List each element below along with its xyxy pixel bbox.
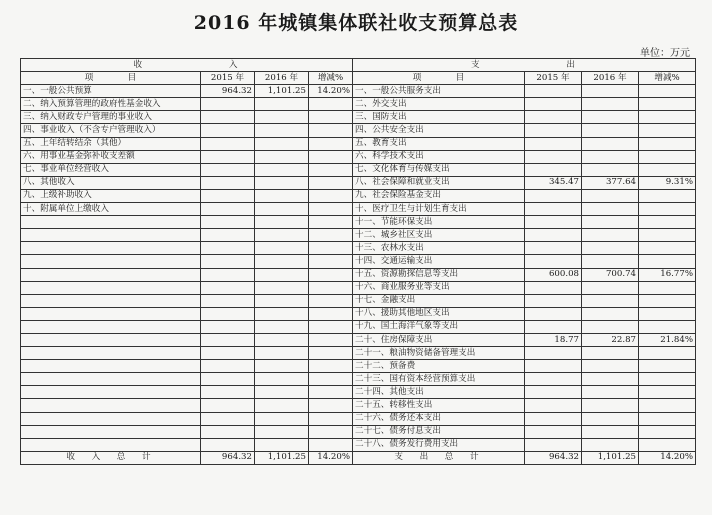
expense-2015-cell xyxy=(525,294,582,307)
expense-2016-cell xyxy=(582,255,639,268)
expense-2015-cell xyxy=(525,150,582,163)
expense-item-cell: 十一、节能环保支出 xyxy=(353,216,525,229)
income-2015-cell xyxy=(201,294,255,307)
income-growth-cell xyxy=(309,294,353,307)
income-growth-cell xyxy=(309,373,353,386)
expense-item-cell: 十三、农林水支出 xyxy=(353,242,525,255)
expense-2016-cell xyxy=(582,399,639,412)
income-2015-cell xyxy=(201,281,255,294)
income-growth-cell xyxy=(309,333,353,346)
expense-2016-cell xyxy=(582,386,639,399)
expense-2016-cell xyxy=(582,85,639,98)
income-2016-cell xyxy=(255,189,309,202)
expense-2016-cell xyxy=(582,294,639,307)
table-row xyxy=(21,242,696,255)
income-growth-cell xyxy=(309,242,353,255)
income-growth-cell xyxy=(309,425,353,438)
income-2015-cell xyxy=(201,203,255,216)
income-2015-cell xyxy=(201,163,255,176)
expense-2015-cell: 600.08 xyxy=(525,268,582,281)
column-header-row xyxy=(21,72,696,85)
income-2015-cell: 964.32 xyxy=(201,85,255,98)
income-item-cell xyxy=(21,386,201,399)
income-2016-cell xyxy=(255,373,309,386)
income-2015-cell xyxy=(201,386,255,399)
expense-growth-cell xyxy=(639,438,696,451)
expense-growth-header: 增减% xyxy=(639,72,696,85)
expense-2016-cell xyxy=(582,360,639,373)
income-growth-cell xyxy=(309,386,353,399)
expense-section-header: 支 出 xyxy=(353,59,696,72)
income-growth-cell xyxy=(309,268,353,281)
income-growth-header: 增减% xyxy=(309,72,353,85)
expense-item-cell: 二十五、转移性支出 xyxy=(353,399,525,412)
expense-item-cell: 十六、商业服务业等支出 xyxy=(353,281,525,294)
expense-item-cell: 二、外交支出 xyxy=(353,98,525,111)
table-row xyxy=(21,360,696,373)
table-row xyxy=(21,85,696,98)
expense-2016-cell xyxy=(582,216,639,229)
income-2015-cell xyxy=(201,242,255,255)
income-growth-cell xyxy=(309,281,353,294)
income-growth-cell xyxy=(309,163,353,176)
income-2016-cell xyxy=(255,438,309,451)
income-2016-cell xyxy=(255,347,309,360)
expense-item-cell: 二十一、粮油物资储备管理支出 xyxy=(353,347,525,360)
expense-2015-cell xyxy=(525,425,582,438)
expense-2016-cell xyxy=(582,150,639,163)
expense-2015-cell xyxy=(525,163,582,176)
expense-2016-cell xyxy=(582,347,639,360)
table-row xyxy=(21,163,696,176)
expense-2015-cell xyxy=(525,255,582,268)
expense-item-cell: 十五、资源勘探信息等支出 xyxy=(353,268,525,281)
table-row xyxy=(21,399,696,412)
expense-2015-cell xyxy=(525,85,582,98)
income-growth-cell xyxy=(309,399,353,412)
expense-growth-cell: 21.84% xyxy=(639,333,696,346)
income-2015-cell xyxy=(201,373,255,386)
income-2016-cell xyxy=(255,360,309,373)
income-item-cell xyxy=(21,333,201,346)
table-row xyxy=(21,111,696,124)
expense-2016-cell xyxy=(582,281,639,294)
income-2016-cell xyxy=(255,425,309,438)
income-2015-cell xyxy=(201,255,255,268)
income-item-cell xyxy=(21,373,201,386)
expense-growth-cell xyxy=(639,255,696,268)
expense-item-cell: 二十二、预备费 xyxy=(353,360,525,373)
table-row xyxy=(21,255,696,268)
expense-total-2015: 964.32 xyxy=(525,451,582,464)
expense-2015-cell xyxy=(525,373,582,386)
income-item-cell xyxy=(21,399,201,412)
income-item-cell xyxy=(21,294,201,307)
expense-item-cell: 十四、交通运输支出 xyxy=(353,255,525,268)
expense-2015-cell xyxy=(525,412,582,425)
income-2016-cell xyxy=(255,216,309,229)
income-growth-cell xyxy=(309,255,353,268)
expense-growth-cell xyxy=(639,360,696,373)
income-2016-cell xyxy=(255,111,309,124)
income-growth-cell xyxy=(309,176,353,189)
income-2016-cell xyxy=(255,268,309,281)
expense-growth-cell xyxy=(639,98,696,111)
page-title: 2016 年城镇集体联社收支预算总表 xyxy=(193,12,519,34)
expense-growth-cell xyxy=(639,412,696,425)
income-item-cell: 三、纳入财政专户管理的事业收入 xyxy=(21,111,201,124)
income-item-cell: 五、上年结转结余（其他） xyxy=(21,137,201,150)
table-row xyxy=(21,98,696,111)
income-growth-cell xyxy=(309,137,353,150)
unit-label: 单位：万元 xyxy=(640,48,690,59)
income-growth-cell xyxy=(309,189,353,202)
expense-2016-cell xyxy=(582,163,639,176)
income-item-cell xyxy=(21,216,201,229)
income-2016-cell xyxy=(255,124,309,137)
income-item-cell: 二、纳入预算管理的政府性基金收入 xyxy=(21,98,201,111)
income-item-cell xyxy=(21,229,201,242)
income-item-cell xyxy=(21,320,201,333)
expense-2016-cell xyxy=(582,425,639,438)
expense-2016-cell xyxy=(582,438,639,451)
expense-2015-cell xyxy=(525,98,582,111)
expense-2016-cell xyxy=(582,111,639,124)
income-growth-cell xyxy=(309,150,353,163)
expense-2015-cell xyxy=(525,189,582,202)
income-2015-cell xyxy=(201,229,255,242)
income-2016-cell xyxy=(255,229,309,242)
income-2015-cell xyxy=(201,320,255,333)
income-item-cell: 一、一般公共预算 xyxy=(21,85,201,98)
expense-item-cell: 九、社会保险基金支出 xyxy=(353,189,525,202)
expense-2015-cell xyxy=(525,216,582,229)
expense-2015-cell xyxy=(525,281,582,294)
expense-2015-cell: 18.77 xyxy=(525,333,582,346)
income-item-cell xyxy=(21,412,201,425)
expense-total-2016: 1,101.25 xyxy=(582,451,639,464)
income-growth-cell: 14.20% xyxy=(309,85,353,98)
expense-2015-cell xyxy=(525,386,582,399)
expense-growth-cell xyxy=(639,386,696,399)
income-item-header: 项 目 xyxy=(21,72,201,85)
expense-growth-cell xyxy=(639,216,696,229)
expense-growth-cell xyxy=(639,137,696,150)
expense-item-cell: 一、一般公共服务支出 xyxy=(353,85,525,98)
expense-2015-cell xyxy=(525,229,582,242)
income-2015-cell xyxy=(201,150,255,163)
expense-growth-cell: 16.77% xyxy=(639,268,696,281)
expense-growth-cell xyxy=(639,124,696,137)
table-row xyxy=(21,425,696,438)
expense-growth-cell xyxy=(639,85,696,98)
table-row xyxy=(21,438,696,451)
income-2016-cell xyxy=(255,163,309,176)
expense-growth-cell xyxy=(639,307,696,320)
income-item-cell: 六、用事业基金弥补收支差额 xyxy=(21,150,201,163)
expense-item-cell: 六、科学技术支出 xyxy=(353,150,525,163)
income-growth-cell xyxy=(309,98,353,111)
expense-2016-cell: 22.87 xyxy=(582,333,639,346)
expense-2016-cell xyxy=(582,320,639,333)
income-2015-cell xyxy=(201,307,255,320)
expense-growth-cell xyxy=(639,189,696,202)
income-2015-cell xyxy=(201,438,255,451)
income-total-growth: 14.20% xyxy=(309,451,353,464)
income-growth-cell xyxy=(309,307,353,320)
table-row xyxy=(21,386,696,399)
income-item-cell xyxy=(21,268,201,281)
expense-item-cell: 十、医疗卫生与计划生育支出 xyxy=(353,203,525,216)
expense-item-cell: 十七、金融支出 xyxy=(353,294,525,307)
income-item-cell xyxy=(21,307,201,320)
income-section-header: 收 入 xyxy=(21,59,353,72)
expense-2015-cell xyxy=(525,111,582,124)
income-2015-cell xyxy=(201,124,255,137)
expense-2016-cell xyxy=(582,137,639,150)
expense-2015-cell: 345.47 xyxy=(525,176,582,189)
expense-growth-cell xyxy=(639,163,696,176)
table-row xyxy=(21,216,696,229)
income-2015-cell xyxy=(201,111,255,124)
expense-item-cell: 二十三、国有资本经营预算支出 xyxy=(353,373,525,386)
table-row xyxy=(21,268,696,281)
income-item-cell xyxy=(21,438,201,451)
budget-table xyxy=(20,58,696,465)
income-2016-cell xyxy=(255,176,309,189)
income-2015-cell xyxy=(201,399,255,412)
expense-item-cell: 二十八、债务发行费用支出 xyxy=(353,438,525,451)
expense-growth-cell xyxy=(639,229,696,242)
expense-2016-cell: 377.64 xyxy=(582,176,639,189)
income-total-label: 收 入 总 计 xyxy=(21,451,201,464)
income-item-cell xyxy=(21,425,201,438)
expense-2015-cell xyxy=(525,399,582,412)
table-row xyxy=(21,124,696,137)
expense-2016-cell xyxy=(582,412,639,425)
expense-item-header: 项 目 xyxy=(353,72,525,85)
income-item-cell: 七、事业单位经营收入 xyxy=(21,163,201,176)
income-2015-cell xyxy=(201,137,255,150)
expense-item-cell: 三、国防支出 xyxy=(353,111,525,124)
expense-2016-cell xyxy=(582,373,639,386)
income-growth-cell xyxy=(309,412,353,425)
income-2015-cell xyxy=(201,216,255,229)
income-item-cell xyxy=(21,347,201,360)
income-2016-cell xyxy=(255,150,309,163)
table-row xyxy=(21,150,696,163)
income-item-cell: 四、事业收入（不含专户管理收入） xyxy=(21,124,201,137)
income-growth-cell xyxy=(309,360,353,373)
expense-2015-cell xyxy=(525,347,582,360)
expense-growth-cell xyxy=(639,320,696,333)
income-2016-cell xyxy=(255,281,309,294)
income-2016-cell xyxy=(255,203,309,216)
income-growth-cell xyxy=(309,320,353,333)
expense-growth-cell xyxy=(639,399,696,412)
income-2015-cell xyxy=(201,189,255,202)
table-row xyxy=(21,189,696,202)
income-2016-cell xyxy=(255,242,309,255)
table-row xyxy=(21,294,696,307)
income-2015-cell xyxy=(201,333,255,346)
expense-item-cell: 五、教育支出 xyxy=(353,137,525,150)
totals-row xyxy=(21,451,696,464)
expense-2015-cell xyxy=(525,307,582,320)
income-2016-cell xyxy=(255,137,309,150)
expense-growth-cell xyxy=(639,281,696,294)
table-row xyxy=(21,229,696,242)
expense-item-cell: 八、社会保障和就业支出 xyxy=(353,176,525,189)
income-2016-cell xyxy=(255,307,309,320)
expense-2016-header: 2016 年 xyxy=(582,72,639,85)
income-growth-cell xyxy=(309,229,353,242)
expense-growth-cell xyxy=(639,203,696,216)
expense-2015-cell xyxy=(525,137,582,150)
table-row xyxy=(21,373,696,386)
expense-item-cell: 十八、援助其他地区支出 xyxy=(353,307,525,320)
expense-item-cell: 七、文化体育与传媒支出 xyxy=(353,163,525,176)
expense-2016-cell: 700.74 xyxy=(582,268,639,281)
table-row xyxy=(21,137,696,150)
income-2015-cell xyxy=(201,268,255,281)
expense-item-cell: 十二、城乡社区支出 xyxy=(353,229,525,242)
expense-growth-cell xyxy=(639,150,696,163)
expense-growth-cell xyxy=(639,294,696,307)
expense-item-cell: 二十四、其他支出 xyxy=(353,386,525,399)
expense-2016-cell xyxy=(582,98,639,111)
expense-2015-cell xyxy=(525,203,582,216)
expense-2015-cell xyxy=(525,124,582,137)
income-item-cell xyxy=(21,242,201,255)
table-row xyxy=(21,307,696,320)
expense-2015-cell xyxy=(525,320,582,333)
income-2015-cell xyxy=(201,412,255,425)
expense-2015-header: 2015 年 xyxy=(525,72,582,85)
section-header-row xyxy=(21,59,696,72)
income-item-cell xyxy=(21,281,201,294)
expense-2015-cell xyxy=(525,242,582,255)
expense-total-growth: 14.20% xyxy=(639,451,696,464)
expense-item-cell: 二十七、债务付息支出 xyxy=(353,425,525,438)
expense-2016-cell xyxy=(582,242,639,255)
income-2016-header: 2016 年 xyxy=(255,72,309,85)
income-2016-cell xyxy=(255,333,309,346)
income-2015-cell xyxy=(201,360,255,373)
expense-2015-cell xyxy=(525,438,582,451)
table-row xyxy=(21,333,696,346)
expense-2016-cell xyxy=(582,124,639,137)
table-row xyxy=(21,203,696,216)
table-row xyxy=(21,176,696,189)
expense-2016-cell xyxy=(582,203,639,216)
expense-2015-cell xyxy=(525,360,582,373)
income-2015-cell xyxy=(201,98,255,111)
income-total-2015: 964.32 xyxy=(201,451,255,464)
income-2016-cell xyxy=(255,98,309,111)
income-growth-cell xyxy=(309,438,353,451)
expense-item-cell: 四、公共安全支出 xyxy=(353,124,525,137)
income-2015-cell xyxy=(201,425,255,438)
table-row xyxy=(21,281,696,294)
income-2016-cell xyxy=(255,399,309,412)
expense-total-label: 支 出 总 计 xyxy=(353,451,525,464)
expense-item-cell: 二十、住房保障支出 xyxy=(353,333,525,346)
expense-growth-cell xyxy=(639,111,696,124)
income-2016-cell xyxy=(255,255,309,268)
income-2016-cell xyxy=(255,320,309,333)
income-growth-cell xyxy=(309,124,353,137)
income-2016-cell xyxy=(255,294,309,307)
income-2015-cell xyxy=(201,347,255,360)
income-growth-cell xyxy=(309,347,353,360)
income-item-cell xyxy=(21,360,201,373)
expense-growth-cell xyxy=(639,373,696,386)
income-2015-header: 2015 年 xyxy=(201,72,255,85)
expense-2016-cell xyxy=(582,229,639,242)
income-growth-cell xyxy=(309,111,353,124)
expense-2016-cell xyxy=(582,307,639,320)
expense-2016-cell xyxy=(582,189,639,202)
income-item-cell: 八、其他收入 xyxy=(21,176,201,189)
income-2016-cell: 1,101.25 xyxy=(255,85,309,98)
income-2016-cell xyxy=(255,412,309,425)
expense-growth-cell xyxy=(639,347,696,360)
table-row xyxy=(21,347,696,360)
table-row xyxy=(21,320,696,333)
income-2016-cell xyxy=(255,386,309,399)
income-total-2016: 1,101.25 xyxy=(255,451,309,464)
expense-growth-cell xyxy=(639,425,696,438)
income-growth-cell xyxy=(309,203,353,216)
expense-growth-cell xyxy=(639,242,696,255)
table-row xyxy=(21,412,696,425)
expense-item-cell: 二十六、债务还本支出 xyxy=(353,412,525,425)
income-item-cell: 九、上级补助收入 xyxy=(21,189,201,202)
income-2015-cell xyxy=(201,176,255,189)
income-item-cell xyxy=(21,255,201,268)
expense-growth-cell: 9.31% xyxy=(639,176,696,189)
expense-item-cell: 十九、国土海洋气象等支出 xyxy=(353,320,525,333)
income-growth-cell xyxy=(309,216,353,229)
income-item-cell: 十、附属单位上缴收入 xyxy=(21,203,201,216)
